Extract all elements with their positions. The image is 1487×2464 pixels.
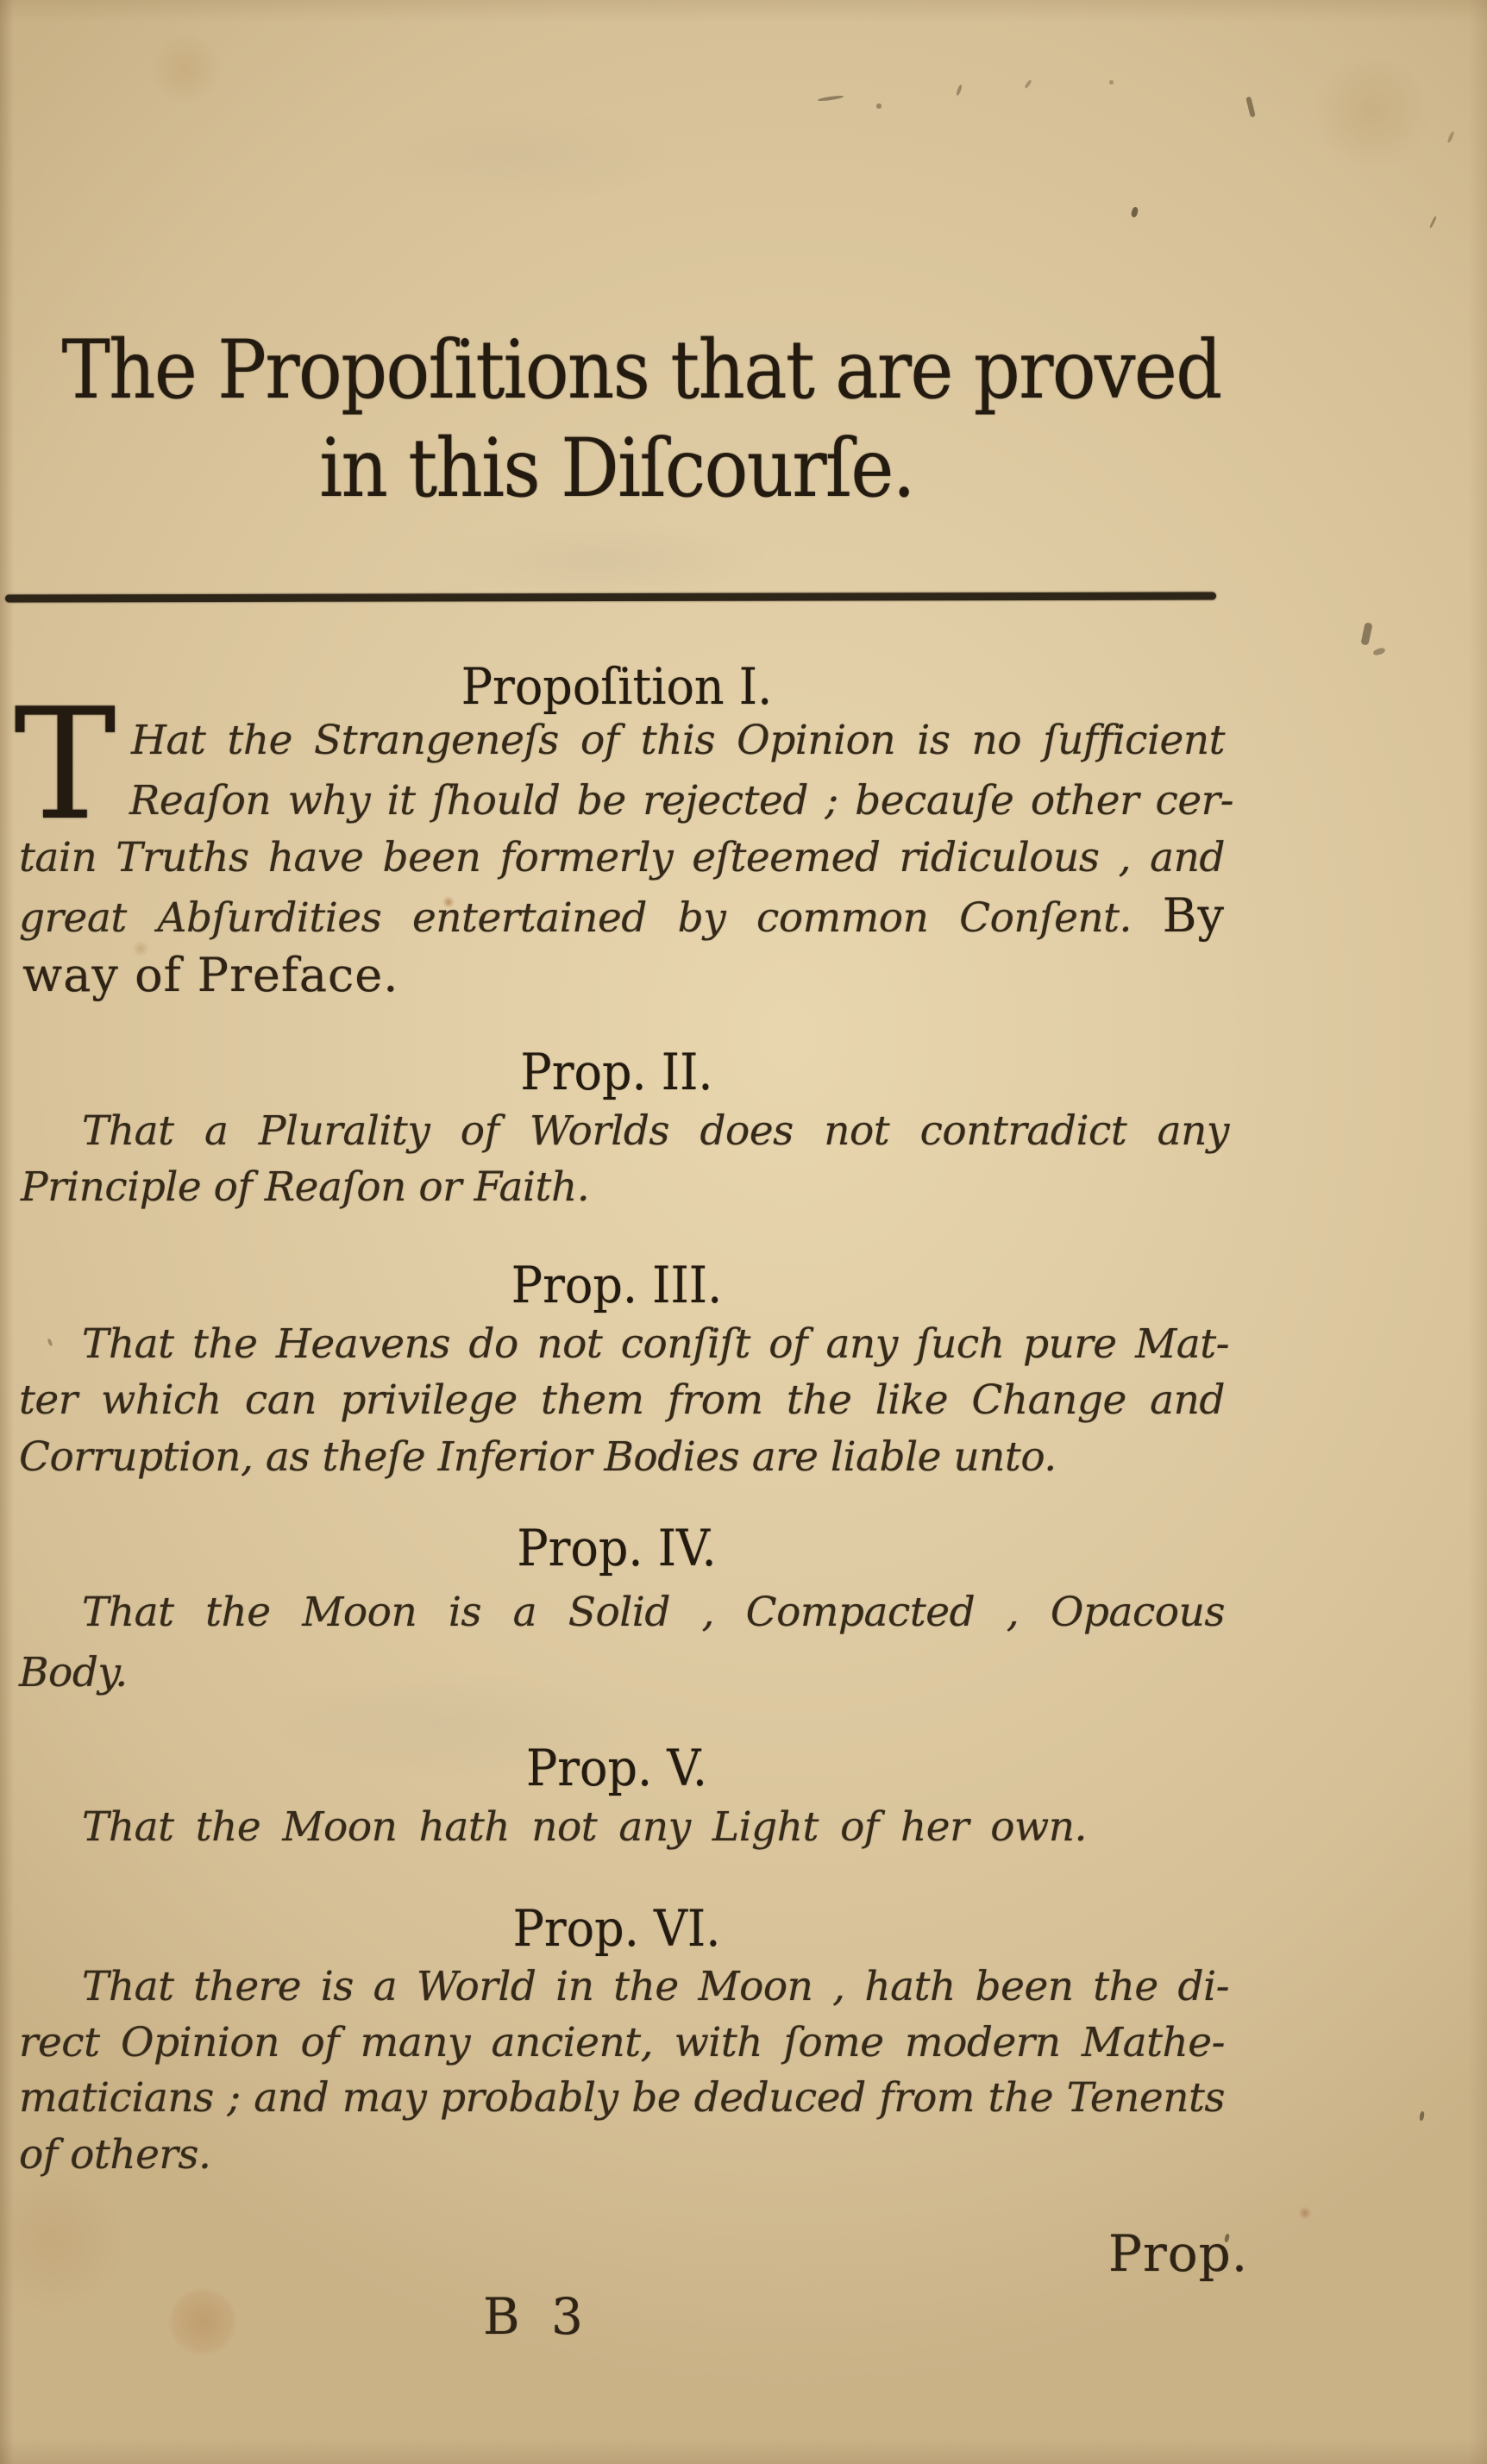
ink-speck: [876, 103, 882, 109]
ink-speck: [956, 85, 963, 97]
ink-speck: [1109, 80, 1114, 85]
ink-speck: [1131, 206, 1139, 217]
prop1-heading: Propoſition I.: [461, 657, 773, 716]
catchword: Prop.: [1108, 2224, 1249, 2283]
prop6-line4: of others.: [19, 2131, 211, 2179]
prop3-line2: ter which can privilege them from the like Change and: [19, 1376, 1225, 1424]
signature-mark: B 3: [483, 2287, 584, 2346]
prop4-heading: Prop. IV.: [517, 1519, 717, 1577]
ink-speck: [1446, 131, 1454, 143]
section-divider-rule: [5, 592, 1216, 603]
ink-speck: [1419, 2111, 1425, 2122]
prop1-line5: way of Preface.: [22, 948, 399, 1002]
prop4-line1: That the Moon is a Solid , Compacted , Opacous: [82, 1589, 1225, 1636]
prop2-heading: Prop. II.: [520, 1043, 713, 1101]
prop2-line2: Principle of Reaſon or Faith.: [21, 1163, 590, 1211]
prop6-line3: maticians ; and may probably be deduced from the Tenents: [19, 2074, 1225, 2122]
ink-speck: [1245, 97, 1256, 118]
prop1-line1: Hat the Strangeneſs of this Opinion is no ſufficient: [131, 717, 1225, 764]
prop6-heading: Prop. VI.: [512, 1899, 721, 1958]
prop1-line4-roman: By: [1162, 888, 1225, 943]
ink-blot: [1372, 647, 1385, 656]
prop4-line2: Body.: [19, 1649, 128, 1696]
page-title: [61, 322, 1221, 517]
prop1-line3: tain Truths have been formerly eſteemed ridiculous , and: [19, 834, 1225, 881]
title-line-1: The Propoſitions that are proved: [61, 323, 1221, 417]
ink-speck: [818, 95, 844, 102]
title-line-2: in this Diſcourſe.: [319, 421, 914, 516]
prop2-line1: That a Plurality of Worlds does not contradict any: [82, 1107, 1229, 1155]
prop5-line1: That the Moon hath not any Light of her own.: [82, 1803, 1087, 1851]
prop1-dropcap: T: [14, 675, 116, 854]
ink-speck: [1024, 79, 1032, 89]
prop1-line2: Reaſon why it ſhould be rejected ; becauſe other cer-: [129, 777, 1233, 824]
prop1-line4-italic: great Abſurdities entertained by common Conſent.: [19, 894, 1132, 942]
ink-speck: [1429, 216, 1437, 229]
ink-speck: [47, 1339, 53, 1347]
prop3-heading: Prop. III.: [511, 1256, 723, 1314]
prop6-line1: That there is a World in the Moon , hath been the di-: [82, 1963, 1229, 2010]
prop1-line4: [19, 888, 1225, 943]
prop5-heading: Prop. V.: [525, 1739, 708, 1797]
prop6-line2: rect Opinion of many ancient, with ſome modern Mathe-: [19, 2019, 1225, 2066]
prop3-line1: That the Heavens do not conſiſt of any ſuch pure Mat-: [82, 1320, 1229, 1368]
ink-blot: [1360, 622, 1372, 645]
prop3-line3: Corruption, as theſe Inferior Bodies are liable unto.: [19, 1433, 1057, 1481]
